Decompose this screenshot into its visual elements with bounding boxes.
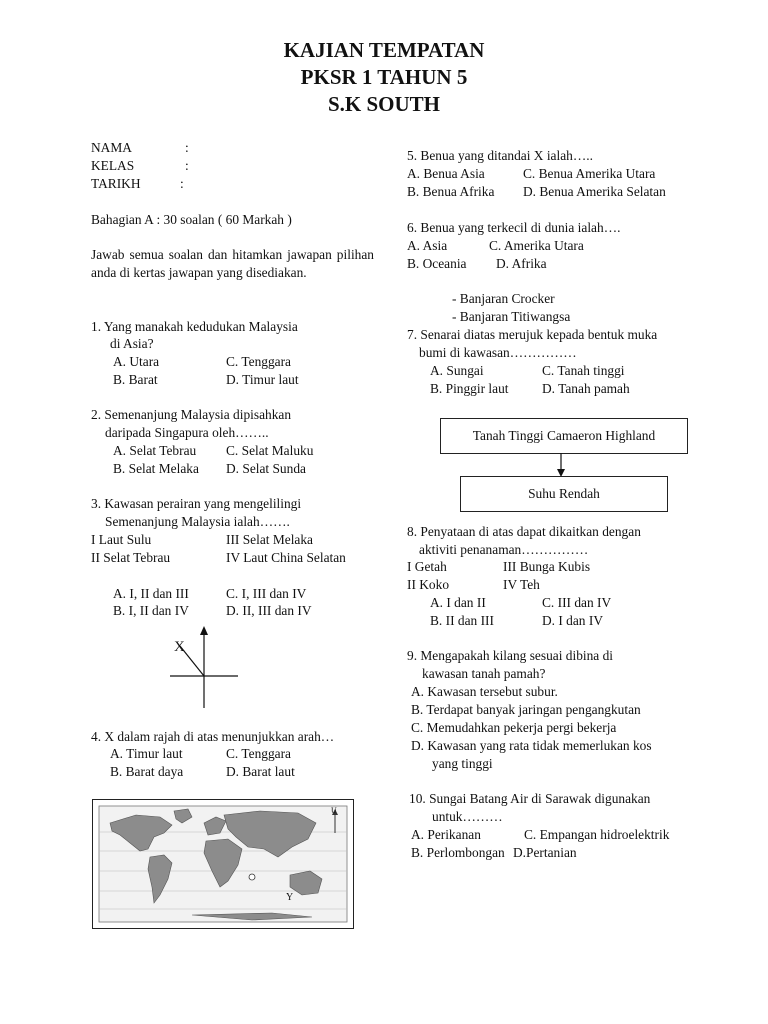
q7-option-d[interactable]: D. Tanah pamah xyxy=(542,381,630,396)
q10-option-a[interactable]: A. Perikanan xyxy=(411,827,481,842)
q8-option-d[interactable]: D. I dan IV xyxy=(542,613,603,628)
q2-stem-2: daripada Singapura oleh…….. xyxy=(105,425,269,440)
flow-box-highland: Tanah Tinggi Camaeron Highland xyxy=(440,418,688,454)
q9-stem: 9. Mengapakah kilang sesuai dibina di xyxy=(407,648,614,663)
flow-box-temperature: Suhu Rendah xyxy=(460,476,668,512)
q10-option-d[interactable]: D.Pertanian xyxy=(513,845,577,860)
q8-option-c[interactable]: C. III dan IV xyxy=(542,595,612,610)
kelas-colon: : xyxy=(185,158,189,173)
q3-stem-2: Semenanjung Malaysia ialah……. xyxy=(105,514,290,529)
q4-option-b[interactable]: B. Barat daya xyxy=(110,764,184,779)
q1-option-d[interactable]: D. Timur laut xyxy=(226,372,299,387)
q7-list-item-1: - Banjaran Crocker xyxy=(452,291,555,306)
q9-stem-2: kawasan tanah pamah? xyxy=(422,666,546,681)
q2-stem: 2. Semenanjung Malaysia dipisahkan xyxy=(91,407,292,422)
q8-item-ii: II Koko xyxy=(407,577,450,592)
tarikh-colon: : xyxy=(180,176,184,191)
q1-option-b[interactable]: B. Barat xyxy=(113,372,158,387)
q8-item-i: I Getah xyxy=(407,559,447,574)
q1-option-c[interactable]: C. Tenggara xyxy=(226,354,292,369)
q10-option-c[interactable]: C. Empangan hidroelektrik xyxy=(524,827,670,842)
q9-option-c[interactable]: C. Memudahkan pekerja pergi bekerja xyxy=(411,720,617,735)
q2-option-d[interactable]: D. Selat Sunda xyxy=(226,461,306,476)
q8-option-b[interactable]: B. II dan III xyxy=(430,613,494,628)
kelas-label: KELAS xyxy=(91,158,135,173)
q9-option-a[interactable]: A. Kawasan tersebut subur. xyxy=(411,684,558,699)
world-map-image xyxy=(92,799,354,929)
q3-item-i: I Laut Sulu xyxy=(91,532,152,547)
q6-option-a[interactable]: A. Asia xyxy=(407,238,448,253)
q3-option-a[interactable]: A. I, II dan III xyxy=(113,586,189,601)
q4-stem: 4. X dalam rajah di atas menunjukkan arah… xyxy=(91,729,335,744)
q7-stem-2: bumi di kawasan…………… xyxy=(419,345,577,360)
q3-option-d[interactable]: D. II, III dan IV xyxy=(226,603,312,618)
q10-stem-2: untuk……… xyxy=(432,809,503,824)
q3-item-ii: II Selat Tebrau xyxy=(91,550,171,565)
q2-option-a[interactable]: A. Selat Tebrau xyxy=(113,443,197,458)
q2-option-c[interactable]: C. Selat Maluku xyxy=(226,443,314,458)
school-name: S.K SOUTH xyxy=(327,92,441,116)
instruction-text: Jawab semua soalan dan hitamkan jawapan pilihan anda di kertas jawapan yang disediakan. xyxy=(91,247,374,280)
section-heading: Bahagian A : 30 soalan ( 60 Markah ) xyxy=(91,212,292,227)
q8-item-iii: III Bunga Kubis xyxy=(503,559,591,574)
q1-stem: 1. Yang manakah kedudukan Malaysia xyxy=(91,319,298,334)
compass-x-label: X xyxy=(174,639,185,655)
q8-item-iv: IV Teh xyxy=(503,577,540,592)
q1-option-a[interactable]: A. Utara xyxy=(113,354,160,369)
q3-option-b[interactable]: B. I, II dan IV xyxy=(113,603,189,618)
q7-option-b[interactable]: B. Pinggir laut xyxy=(430,381,509,396)
q9-option-d[interactable]: D. Kawasan yang rata tidak memerlukan kos xyxy=(411,738,652,753)
q7-option-a[interactable]: A. Sungai xyxy=(430,363,484,378)
q3-option-c[interactable]: C. I, III dan IV xyxy=(226,586,307,601)
q3-stem: 3. Kawasan perairan yang mengelilingi xyxy=(91,496,302,511)
q5-option-d[interactable]: D. Benua Amerika Selatan xyxy=(523,184,666,199)
q3-item-iii: III Selat Melaka xyxy=(226,532,313,547)
q5-option-b[interactable]: B. Benua Afrika xyxy=(407,184,495,199)
q6-option-c[interactable]: C. Amerika Utara xyxy=(489,238,584,253)
q8-stem-2: aktiviti penanaman…………… xyxy=(419,542,589,557)
q3-item-iv: IV Laut China Selatan xyxy=(226,550,346,565)
nama-label: NAMA xyxy=(91,140,132,155)
q5-option-a[interactable]: A. Benua Asia xyxy=(407,166,485,181)
q1-stem-2: di Asia? xyxy=(110,336,154,351)
q4-option-d[interactable]: D. Barat laut xyxy=(226,764,295,779)
map-north-label: U xyxy=(331,806,337,815)
q7-option-c[interactable]: C. Tanah tinggi xyxy=(542,363,625,378)
q5-option-c[interactable]: C. Benua Amerika Utara xyxy=(523,166,656,181)
tarikh-label: TARIKH xyxy=(91,176,141,191)
q8-option-a[interactable]: A. I dan II xyxy=(430,595,486,610)
q6-stem: 6. Benua yang terkecil di dunia ialah…. xyxy=(407,220,621,235)
q10-stem: 10. Sungai Batang Air di Sarawak digunakan xyxy=(409,791,651,806)
q9-option-d-cont: yang tinggi xyxy=(432,756,493,771)
q7-stem: 7. Senarai diatas merujuk kepada bentuk muka xyxy=(407,327,658,342)
q8-stem: 8. Penyataan di atas dapat dikaitkan dengan xyxy=(407,524,641,539)
q4-option-c[interactable]: C. Tenggara xyxy=(226,746,292,761)
page-title: KAJIAN TEMPATAN xyxy=(283,38,485,62)
map-marker-y: Y xyxy=(286,892,294,903)
q6-option-d[interactable]: D. Afrika xyxy=(496,256,547,271)
q4-option-a[interactable]: A. Timur laut xyxy=(110,746,183,761)
nama-colon: : xyxy=(185,140,189,155)
q6-option-b[interactable]: B. Oceania xyxy=(407,256,467,271)
q7-list-item-2: - Banjaran Titiwangsa xyxy=(452,309,571,324)
q9-option-b[interactable]: B. Terdapat banyak jaringan pengangkutan xyxy=(411,702,641,717)
page-subtitle: PKSR 1 TAHUN 5 xyxy=(300,65,468,89)
q5-stem: 5. Benua yang ditandai X ialah….. xyxy=(407,148,593,163)
flow-arrow xyxy=(556,453,566,477)
q10-option-b[interactable]: B. Perlombongan xyxy=(411,845,505,860)
q2-option-b[interactable]: B. Selat Melaka xyxy=(113,461,199,476)
